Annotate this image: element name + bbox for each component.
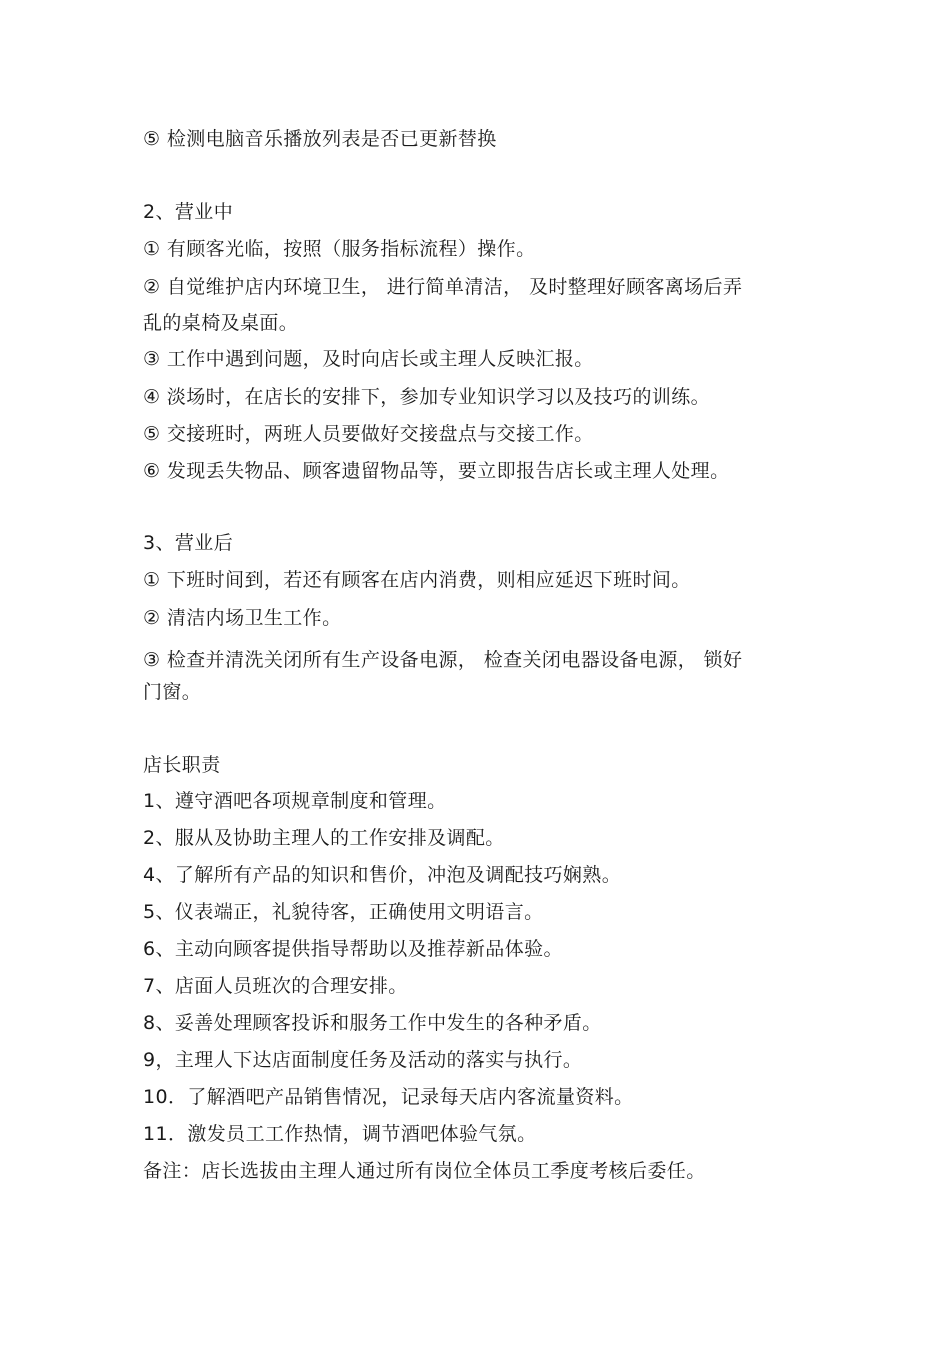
after-item-3: ③ 检查并清洗关闭所有生产设备电源， 检查关闭电器设备电源， 锁好 bbox=[143, 649, 743, 671]
after-item-1: ① 下班时间到，若还有顾客在店内消费，则相应延迟下班时间。 bbox=[143, 569, 691, 591]
manager-duty-9: 9，主理人下达店面制度任务及活动的落实与执行。 bbox=[143, 1049, 583, 1071]
open-item-5: ⑤ 检测电脑音乐播放列表是否已更新替换 bbox=[143, 128, 497, 150]
during-item-1: ① 有顾客光临，按照（服务指标流程）操作。 bbox=[143, 238, 536, 260]
after-item-2: ② 清洁内场卫生工作。 bbox=[143, 607, 342, 629]
manager-duty-11: 11．激发员工工作热情，调节酒吧体验气氛。 bbox=[143, 1123, 537, 1145]
after-item-3-cont: 门窗。 bbox=[143, 681, 202, 703]
during-item-5: ⑤ 交接班时，两班人员要做好交接盘点与交接工作。 bbox=[143, 423, 594, 445]
during-item-2: ② 自觉维护店内环境卫生， 进行简单清洁， 及时整理好顾客离场后弄 bbox=[143, 276, 743, 298]
manager-duty-1: 1、遵守酒吧各项规章制度和管理。 bbox=[143, 790, 447, 812]
manager-duty-10: 10．了解酒吧产品销售情况，记录每天店内客流量资料。 bbox=[143, 1086, 634, 1108]
manager-duty-4: 4、了解所有产品的知识和售价，冲泡及调配技巧娴熟。 bbox=[143, 864, 622, 886]
manager-duty-2: 2、服从及协助主理人的工作安排及调配。 bbox=[143, 827, 505, 849]
during-heading: 2、营业中 bbox=[143, 201, 234, 223]
manager-duty-7: 7、店面人员班次的合理安排。 bbox=[143, 975, 408, 997]
during-item-3: ③ 工作中遇到问题，及时向店长或主理人反映汇报。 bbox=[143, 348, 594, 370]
manager-duty-5: 5、仪表端正，礼貌待客，正确使用文明语言。 bbox=[143, 901, 544, 923]
during-item-4: ④ 淡场时，在店长的安排下，参加专业知识学习以及技巧的训练。 bbox=[143, 386, 711, 408]
manager-heading: 店长职责 bbox=[143, 754, 221, 776]
during-item-6: ⑥ 发现丢失物品、顾客遗留物品等，要立即报告店长或主理人处理。 bbox=[143, 460, 730, 482]
manager-duty-8: 8、妥善处理顾客投诉和服务工作中发生的各种矛盾。 bbox=[143, 1012, 602, 1034]
manager-note: 备注：店长选拔由主理人通过所有岗位全体员工季度考核后委任。 bbox=[143, 1160, 706, 1182]
manager-duty-6: 6、主动向顾客提供指导帮助以及推荐新品体验。 bbox=[143, 938, 563, 960]
during-item-2-cont: 乱的桌椅及桌面。 bbox=[143, 312, 299, 334]
after-heading: 3、营业后 bbox=[143, 532, 234, 554]
